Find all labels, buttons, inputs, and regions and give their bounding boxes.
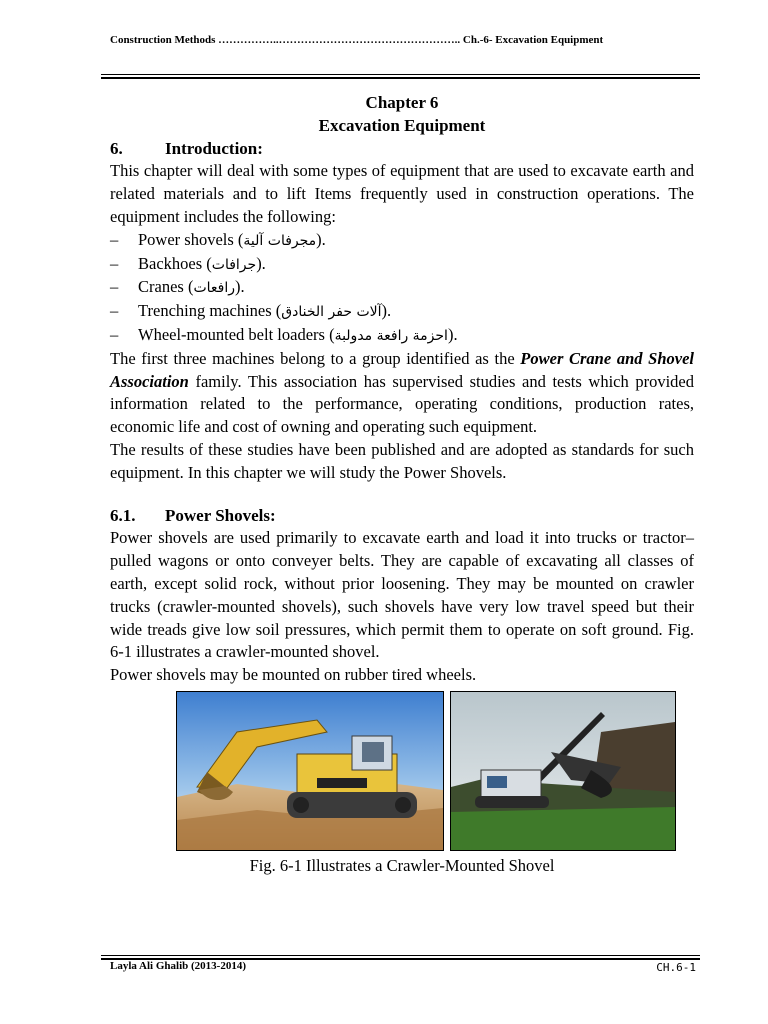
figure-caption: Fig. 6-1 Illustrates a Crawler-Mounted Shovel <box>249 855 555 875</box>
association-paragraph <box>110 348 694 439</box>
dash-mark: – <box>110 277 119 297</box>
figure-images <box>110 691 694 851</box>
excavator-photo <box>176 691 444 851</box>
spacer <box>110 485 694 505</box>
para2-after: family. This association has supervised studies and tests which provided information related to the performance, operating conditions, production rates, economic life and cost of owning and operating such equipment. <box>110 371 694 437</box>
rubber-tired-line: Power shovels may be mounted on rubber tired wheels. <box>110 665 477 685</box>
section-heading-text: Power Shovels: <box>165 505 276 525</box>
list-item: – Wheel-mounted belt loaders (احزمة رافعة مدولبة). <box>110 324 694 348</box>
intro-heading-text: Introduction: <box>165 138 263 158</box>
excavator-illustration <box>177 692 443 850</box>
dash-mark: – <box>110 301 119 321</box>
list-item: – Backhoes (جرافات). <box>110 253 694 277</box>
list-item-en: Backhoes <box>138 253 203 273</box>
header-rule <box>101 74 700 79</box>
list-item-en: Wheel-mounted belt loaders <box>138 324 325 344</box>
list-item-en: Trenching machines <box>138 301 272 321</box>
para2-before: The first three machines belong to a group identified as the <box>110 348 521 368</box>
list-item-ar: احزمة رافعة مدولبة <box>334 327 448 344</box>
results-paragraph: The results of these studies have been published and are adopted as standards for such equipment. In this chapter we will study the Power Shovels. <box>110 439 694 482</box>
power-shovels-paragraph: Power shovels are used primarily to excavate earth and load it into trucks or tractor–pulled wagons or onto conveyer belts. They are capable of excavating all classes of earth, except solid rock, without prior loosening. They may be mounted on crawler trucks (crawler-mounted shovels), such shovels have very low travel speed but their wide treads give low soil pressures, which permit them to operate on soft ground. Fig. 6-1 illustrates a crawler-mounted shovel. <box>110 528 694 662</box>
crawler-shovel-photo <box>450 691 676 851</box>
intro-heading <box>110 138 694 161</box>
list-item: – Power shovels (مجرفات آلية). <box>110 229 694 253</box>
section-number: 6.1. <box>110 505 136 525</box>
list-item-ar: رافعات <box>193 280 235 297</box>
section-heading <box>110 505 694 528</box>
running-header: Construction Methods ……………..………………………………………….. Ch.-6- Excavation Equipment <box>110 34 604 46</box>
list-item-ar: آلات حفر الخنادق <box>281 304 382 321</box>
equipment-list <box>110 229 694 348</box>
list-item-en: Power shovels <box>138 229 234 249</box>
chapter-title: Excavation Equipment <box>318 115 486 135</box>
dash-mark: – <box>110 324 119 344</box>
list-item: – Cranes (رافعات). <box>110 276 694 300</box>
list-item-ar: مجرفات آلية <box>243 232 317 249</box>
chapter-label: Chapter 6 <box>365 93 439 112</box>
page-body <box>110 92 694 878</box>
association-name: Power Crane and Shovel Association <box>110 348 694 391</box>
crawler-shovel-illustration <box>451 692 675 850</box>
list-item-en: Cranes <box>138 277 184 297</box>
intro-paragraph: This chapter will deal with some types of equipment that are used to excavate earth and related materials and to lift Items frequently used in construction operations. The equipment includes the following: <box>110 161 694 226</box>
list-item: – Trenching machines (آلات حفر الخنادق). <box>110 300 694 324</box>
intro-number: 6. <box>110 138 123 158</box>
list-item-ar: جرافات <box>211 256 257 273</box>
footer-author: Layla Ali Ghalib (2013-2014) <box>110 960 246 972</box>
dash-mark: – <box>110 253 119 273</box>
page-number: CH.6-1 <box>656 961 696 974</box>
dash-mark: – <box>110 229 119 249</box>
